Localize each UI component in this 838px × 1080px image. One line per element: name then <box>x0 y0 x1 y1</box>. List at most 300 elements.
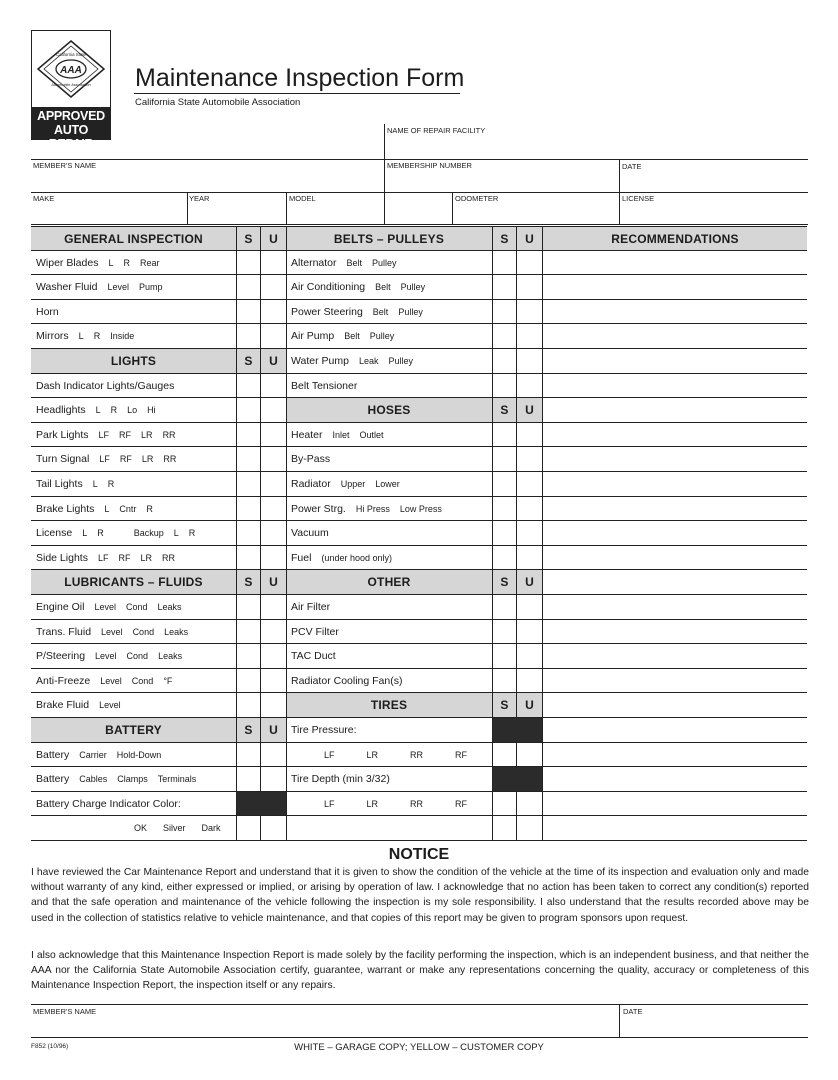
checklist-row <box>31 693 807 718</box>
item-option: RF <box>119 429 132 440</box>
checklist-item-label <box>31 275 236 299</box>
checklist-row <box>31 423 807 448</box>
col-s-header: S <box>492 398 516 422</box>
item-option: Level <box>100 675 122 686</box>
item-name: Engine Oil <box>36 601 85 613</box>
item-option: Leaks <box>157 602 182 612</box>
item-name: By-Pass <box>291 453 331 466</box>
column-separator <box>286 497 287 521</box>
satisfactory-checkbox[interactable] <box>492 792 516 816</box>
checklist-item-label <box>286 767 492 791</box>
checklist-row <box>31 767 807 792</box>
item-option: Cables <box>79 774 108 785</box>
satisfactory-checkbox[interactable] <box>236 423 260 447</box>
checklist-row <box>31 226 807 251</box>
item-option: Pulley <box>388 356 414 366</box>
unsatisfactory-checkbox[interactable] <box>516 300 542 324</box>
col-s-header: S <box>492 227 516 250</box>
checklist-row <box>31 324 807 349</box>
unsatisfactory-checkbox[interactable] <box>516 275 542 299</box>
item-option: RF <box>455 798 468 809</box>
unsatisfactory-checkbox[interactable] <box>516 497 542 521</box>
repair-facility-label: NAME OF REPAIR FACILITY <box>387 126 486 135</box>
column-separator <box>286 816 287 840</box>
col-s-header: S <box>236 349 260 373</box>
unsatisfactory-checkbox[interactable] <box>260 374 286 398</box>
unsatisfactory-checkbox[interactable] <box>260 767 286 791</box>
checklist-item-label <box>31 497 236 521</box>
col-s-header: S <box>492 693 516 717</box>
recommendation-line[interactable] <box>542 595 807 619</box>
item-option: °F <box>163 675 173 686</box>
satisfactory-checkbox[interactable] <box>492 447 516 471</box>
recommendation-line[interactable] <box>542 792 807 816</box>
column-separator <box>286 324 287 348</box>
unsatisfactory-checkbox[interactable] <box>260 743 286 767</box>
item-option: R <box>188 528 196 539</box>
recommendation-line[interactable] <box>542 349 807 373</box>
column-separator <box>286 546 287 570</box>
satisfactory-checkbox[interactable] <box>492 472 516 496</box>
checklist-row <box>31 546 807 571</box>
checklist-row <box>31 472 807 497</box>
item-name: TAC Duct <box>291 650 336 663</box>
column-separator <box>286 620 287 644</box>
checklist-item-label <box>286 546 492 570</box>
col-u-header: U <box>516 227 542 250</box>
satisfactory-checkbox[interactable] <box>236 816 260 840</box>
satisfactory-checkbox[interactable] <box>236 300 260 324</box>
item-option: Cond <box>125 602 148 612</box>
logo-text: AAA <box>60 65 82 76</box>
item-option: Lower <box>375 479 400 489</box>
item-option: Inlet <box>332 429 350 440</box>
unsatisfactory-checkbox[interactable] <box>260 447 286 471</box>
item-option: Upper <box>340 479 366 489</box>
recommendation-line[interactable] <box>542 693 807 717</box>
notice-paragraph-1: I have reviewed the Car Maintenance Report and understand that it is given to show the condition of the vehicle at the time of its inspection and evaluation only and made without warranty of any kind, either expressed or implied, or arising by operation of law. I acknowledge that no action has been taken to correct any condition(s) reported and that the safe operation and maintenance of the vehicle following the inspection is my sole responsibility. I also understand that the results recorded above may be used in the collection of statistics relative to vehicle maintenance, and that copies of this report may be given to program sponsors upon request. <box>31 867 809 924</box>
satisfactory-checkbox[interactable] <box>492 669 516 693</box>
odometer-label: ODOMETER <box>455 194 499 203</box>
item-name: Horn <box>36 305 59 318</box>
field-divider <box>619 1004 620 1038</box>
field-divider <box>286 192 287 224</box>
checklist-row <box>31 349 807 374</box>
item-name: Heater <box>291 428 323 441</box>
item-option: LF <box>98 429 110 440</box>
item-option: Leaks <box>164 626 189 637</box>
unsatisfactory-checkbox[interactable] <box>260 669 286 693</box>
item-name: Radiator Cooling Fan(s) <box>291 674 403 687</box>
satisfactory-checkbox[interactable] <box>492 546 516 570</box>
membership-number-label: MEMBERSHIP NUMBER <box>387 161 472 170</box>
item-option: LR <box>366 798 379 809</box>
item-option: LR <box>140 552 152 563</box>
recommendation-line[interactable] <box>542 816 807 840</box>
recommendation-line[interactable] <box>542 251 807 275</box>
copy-distribution: WHITE – GARAGE COPY; YELLOW – CUSTOMER COPY <box>294 1042 544 1053</box>
checklist-row <box>31 300 807 325</box>
unsatisfactory-checkbox[interactable] <box>516 816 542 840</box>
item-option: LF <box>324 798 335 809</box>
checklist-item-label <box>286 472 492 496</box>
column-separator <box>286 374 287 398</box>
unsatisfactory-checkbox[interactable] <box>516 743 542 767</box>
satisfactory-checkbox[interactable] <box>492 324 516 348</box>
unsatisfactory-checkbox[interactable] <box>516 521 542 545</box>
item-option: L <box>82 528 88 539</box>
item-option: LF <box>99 454 110 465</box>
item-name: Trans. Fluid <box>36 625 92 638</box>
unsatisfactory-checkbox[interactable] <box>260 521 286 545</box>
item-option: Belt <box>344 331 360 342</box>
column-separator <box>286 349 287 373</box>
recommendation-line[interactable] <box>542 447 807 471</box>
item-option: Outlet <box>359 429 384 440</box>
satisfactory-checkbox[interactable] <box>236 497 260 521</box>
item-option: Cond <box>131 675 154 686</box>
column-separator <box>286 472 287 496</box>
item-option: LR <box>141 454 154 465</box>
item-name: License <box>36 527 73 540</box>
item-option: Dark <box>201 823 221 834</box>
checklist-row <box>31 374 807 399</box>
field-rule <box>31 192 808 193</box>
item-name: Anti-Freeze <box>36 674 91 687</box>
satisfactory-checkbox[interactable] <box>492 275 516 299</box>
item-name: Tail Lights <box>36 478 83 490</box>
checklist-row <box>31 620 807 645</box>
column-separator <box>286 398 287 422</box>
unsatisfactory-checkbox[interactable] <box>516 374 542 398</box>
unsatisfactory-checkbox[interactable] <box>260 693 286 717</box>
unsatisfactory-checkbox[interactable] <box>516 447 542 471</box>
item-name: Turn Signal <box>36 453 90 466</box>
unsatisfactory-checkbox[interactable] <box>260 620 286 644</box>
recommendation-line[interactable] <box>542 570 807 594</box>
satisfactory-checkbox[interactable] <box>236 546 260 570</box>
checklist-item-label <box>286 669 492 693</box>
checklist-item-label <box>31 251 236 275</box>
item-option: Pulley <box>400 282 426 293</box>
item-option: Backup <box>133 528 164 539</box>
satisfactory-checkbox[interactable] <box>236 324 260 348</box>
satisfactory-checkbox[interactable] <box>236 693 260 717</box>
item-name: Brake Fluid <box>36 699 90 712</box>
unsatisfactory-checkbox[interactable] <box>260 546 286 570</box>
recommendation-line[interactable] <box>542 275 807 299</box>
checklist-item-label <box>286 374 492 398</box>
col-u-header: U <box>516 398 542 422</box>
column-separator <box>286 718 287 742</box>
unsatisfactory-checkbox[interactable] <box>516 669 542 693</box>
item-name: Tire Depth (min 3/32) <box>291 773 390 786</box>
satisfactory-checkbox[interactable] <box>492 374 516 398</box>
unsatisfactory-checkbox[interactable] <box>260 816 286 840</box>
item-option: Leak <box>358 356 379 366</box>
checklist-item-label <box>286 349 492 373</box>
checklist-item-label <box>286 644 492 668</box>
members-name-label: MEMBER'S NAME <box>33 161 97 170</box>
recommendation-line[interactable] <box>542 546 807 570</box>
item-option: RR <box>162 429 176 440</box>
checklist-row <box>31 792 807 817</box>
checklist-item-label <box>286 251 492 275</box>
recommendation-line[interactable] <box>542 669 807 693</box>
footer-members-name-label: MEMBER'S NAME <box>33 1007 97 1016</box>
checklist-row <box>31 570 807 595</box>
checklist-item-label <box>31 644 236 668</box>
checklist-item-label <box>31 693 236 717</box>
column-separator <box>286 227 287 250</box>
unsatisfactory-checkbox[interactable] <box>260 497 286 521</box>
item-option: RR <box>410 749 424 760</box>
item-option: R <box>97 528 104 539</box>
item-name: Power Strg. <box>291 502 346 515</box>
item-option: Level <box>107 282 129 293</box>
satisfactory-checkbox[interactable] <box>492 595 516 619</box>
checklist-item-label <box>286 497 492 521</box>
satisfactory-checkbox[interactable] <box>492 743 516 767</box>
satisfactory-checkbox[interactable] <box>236 374 260 398</box>
item-option: RR <box>163 454 177 465</box>
item-option: Inside <box>110 331 135 342</box>
item-name: P/Steering <box>36 650 86 663</box>
recommendation-line[interactable] <box>542 423 807 447</box>
column-separator <box>286 300 287 324</box>
satisfactory-checkbox[interactable] <box>492 300 516 324</box>
satisfactory-checkbox[interactable] <box>492 423 516 447</box>
item-name: Side Lights <box>36 551 88 564</box>
item-name: Radiator <box>291 478 331 490</box>
section-header: LIGHTS <box>31 349 236 373</box>
satisfactory-checkbox[interactable] <box>236 447 260 471</box>
unsatisfactory-checkbox[interactable] <box>516 595 542 619</box>
item-name: Tire Pressure: <box>291 724 357 736</box>
col-u-header: U <box>516 693 542 717</box>
satisfactory-checkbox[interactable] <box>236 620 260 644</box>
recommendation-line[interactable] <box>542 300 807 324</box>
item-name: Battery <box>36 748 70 761</box>
checklist-item-label <box>31 447 236 471</box>
item-name: Washer Fluid <box>36 281 98 294</box>
satisfactory-checkbox[interactable] <box>236 595 260 619</box>
item-name: Battery Charge Indicator Color: <box>36 797 181 810</box>
column-separator <box>286 251 287 275</box>
checklist-row <box>31 275 807 300</box>
unsatisfactory-checkbox[interactable] <box>516 792 542 816</box>
satisfactory-checkbox[interactable] <box>492 521 516 545</box>
item-option: R <box>110 405 118 416</box>
unsatisfactory-checkbox[interactable] <box>516 423 542 447</box>
recommendation-line[interactable] <box>542 743 807 767</box>
checklist-item-label <box>286 718 492 742</box>
column-separator <box>286 595 287 619</box>
column-separator <box>286 275 287 299</box>
column-separator <box>286 792 287 816</box>
checklist-item-label <box>31 595 236 619</box>
item-option: LR <box>366 749 379 760</box>
column-separator <box>286 767 287 791</box>
item-option: L <box>104 503 110 514</box>
checklist-item-label <box>31 669 236 693</box>
unsatisfactory-checkbox[interactable] <box>260 644 286 668</box>
unsatisfactory-checkbox[interactable] <box>260 251 286 275</box>
item-option: Belt <box>372 306 389 317</box>
unsatisfactory-checkbox[interactable] <box>516 620 542 644</box>
checklist-row <box>31 669 807 694</box>
shaded-su-block <box>492 767 542 791</box>
col-u-header: U <box>516 570 542 594</box>
item-option: RF <box>455 749 468 760</box>
item-option: Pump <box>138 282 163 293</box>
item-option: Cntr <box>119 503 137 514</box>
satisfactory-checkbox[interactable] <box>236 251 260 275</box>
aaa-approved-logo <box>31 30 111 151</box>
recommendation-line[interactable] <box>542 324 807 348</box>
checklist-item-label <box>31 767 236 791</box>
unsatisfactory-checkbox[interactable] <box>516 324 542 348</box>
column-separator <box>286 644 287 668</box>
section-header: GENERAL INSPECTION <box>31 227 236 250</box>
checklist-item-label <box>286 595 492 619</box>
item-name: Air Conditioning <box>291 281 366 294</box>
unsatisfactory-checkbox[interactable] <box>260 423 286 447</box>
unsatisfactory-checkbox[interactable] <box>516 546 542 570</box>
item-option: (under hood only) <box>321 552 392 563</box>
unsatisfactory-checkbox[interactable] <box>260 595 286 619</box>
item-name: Vacuum <box>291 527 329 540</box>
field-rule <box>31 224 808 225</box>
item-name: Belt Tensioner <box>291 379 358 392</box>
item-option: Level <box>101 626 123 637</box>
recommendation-line[interactable] <box>542 472 807 496</box>
section-header: TIRES <box>286 693 492 717</box>
satisfactory-checkbox[interactable] <box>236 472 260 496</box>
item-name: Wiper Blades <box>36 256 99 269</box>
satisfactory-checkbox[interactable] <box>492 644 516 668</box>
satisfactory-checkbox[interactable] <box>492 816 516 840</box>
satisfactory-checkbox[interactable] <box>236 644 260 668</box>
recommendation-line[interactable] <box>542 521 807 545</box>
unsatisfactory-checkbox[interactable] <box>260 398 286 422</box>
field-rule <box>31 159 808 160</box>
item-name: Headlights <box>36 404 86 417</box>
item-option: Clamps <box>117 774 148 785</box>
unsatisfactory-checkbox[interactable] <box>516 644 542 668</box>
unsatisfactory-checkbox[interactable] <box>516 472 542 496</box>
recommendation-line[interactable] <box>542 398 807 422</box>
item-option: Pulley <box>369 331 395 342</box>
satisfactory-checkbox[interactable] <box>236 398 260 422</box>
item-option: LR <box>141 429 153 440</box>
satisfactory-checkbox[interactable] <box>236 669 260 693</box>
item-option: Rear <box>139 257 160 268</box>
recommendation-line[interactable] <box>542 644 807 668</box>
item-option: L <box>173 528 179 539</box>
checklist-item-label <box>286 521 492 545</box>
checklist-row <box>31 595 807 620</box>
item-option: L <box>95 405 101 416</box>
checklist-item-label <box>31 398 236 422</box>
section-header: HOSES <box>286 398 492 422</box>
section-header: BATTERY <box>31 718 236 742</box>
title-rule <box>134 93 460 94</box>
footer-date-label: DATE <box>623 1007 643 1016</box>
checklist-item-label <box>31 546 236 570</box>
column-separator <box>286 743 287 767</box>
satisfactory-checkbox[interactable] <box>236 743 260 767</box>
item-option: R <box>93 331 101 342</box>
unsatisfactory-checkbox[interactable] <box>260 275 286 299</box>
item-option: RR <box>410 798 424 809</box>
checklist-item-label <box>286 620 492 644</box>
checklist-row <box>31 718 807 743</box>
satisfactory-checkbox[interactable] <box>492 349 516 373</box>
recommendation-line[interactable] <box>542 497 807 521</box>
form-number: F852 (10/96) <box>31 1043 69 1050</box>
item-name: Water Pump <box>291 355 349 367</box>
recommendation-line[interactable] <box>542 374 807 398</box>
recommendation-line[interactable] <box>542 767 807 791</box>
item-option: R <box>146 503 153 514</box>
item-name: Air Pump <box>291 330 335 343</box>
checklist-row <box>31 251 807 276</box>
unsatisfactory-checkbox[interactable] <box>260 472 286 496</box>
checklist-item-label <box>286 300 492 324</box>
checklist-item-label <box>286 447 492 471</box>
date-label: DATE <box>622 162 642 171</box>
approved-auto-repair-badge <box>32 107 110 151</box>
column-separator <box>286 693 287 717</box>
checklist-item-label <box>286 324 492 348</box>
unsatisfactory-checkbox[interactable] <box>516 251 542 275</box>
checklist-item-label <box>286 792 492 816</box>
item-option: Hi <box>147 405 156 416</box>
section-header: LUBRICANTS – FLUIDS <box>31 570 236 594</box>
item-option: Carrier <box>79 749 107 760</box>
unsatisfactory-checkbox[interactable] <box>260 324 286 348</box>
checklist-item-label <box>31 792 236 816</box>
checklist-item-label <box>31 521 236 545</box>
item-option: Level <box>99 700 121 711</box>
item-option: Cond <box>126 651 149 662</box>
item-option: Level <box>95 651 117 662</box>
unsatisfactory-checkbox[interactable] <box>260 300 286 324</box>
unsatisfactory-checkbox[interactable] <box>516 349 542 373</box>
recommendation-line[interactable] <box>542 718 807 742</box>
form-title: Maintenance Inspection Form <box>135 64 465 92</box>
satisfactory-checkbox[interactable] <box>236 767 260 791</box>
item-option: Low Press <box>399 503 442 514</box>
item-option: Cond <box>132 626 155 637</box>
item-option: L <box>108 257 114 268</box>
item-name: Alternator <box>291 256 337 269</box>
satisfactory-checkbox[interactable] <box>492 620 516 644</box>
field-divider <box>452 192 453 224</box>
satisfactory-checkbox[interactable] <box>492 251 516 275</box>
satisfactory-checkbox[interactable] <box>492 497 516 521</box>
item-option: OK <box>134 823 148 834</box>
recommendation-line[interactable] <box>542 620 807 644</box>
item-option: R <box>107 479 115 489</box>
make-label: MAKE <box>33 194 55 203</box>
item-option: Terminals <box>157 774 197 785</box>
satisfactory-checkbox[interactable] <box>236 275 260 299</box>
form-subtitle: California State Automobile Association <box>135 97 301 108</box>
satisfactory-checkbox[interactable] <box>236 521 260 545</box>
item-option: Belt <box>346 257 363 268</box>
